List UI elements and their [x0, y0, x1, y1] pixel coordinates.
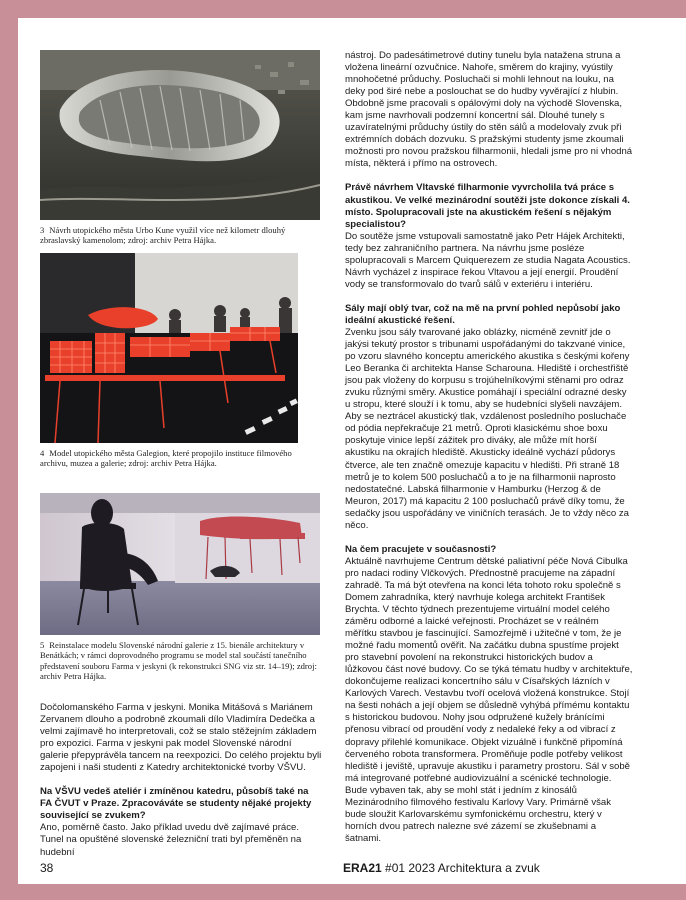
reinstallation-image: [40, 493, 320, 635]
right-column: [345, 50, 633, 845]
figure-3-caption-text: Návrh utopického města Urbo Kune využil více než kilometr dlouhý zbraslavský kamenolom; zdroj: archiv Petra Hájka.: [40, 225, 286, 246]
right-block-2-answer: Do soutěže jsme vstupovali samostatně jako Petr Hájek Architekti, tedy bez zahraničního partnera. Na návrhu jsme posléze spolupracovali s Marcem Quiquerezem ze studia Nagata Acoustics. Návrh vycházel z inspirace řekou Vltavou a její energií. Proudění vody se transformovalo do tvarů sálů v exteriéru i interiéru.: [345, 230, 631, 290]
magazine-issue: #01 2023 Architektura a zvuk: [385, 861, 540, 875]
red-model-image: [40, 253, 298, 443]
right-block-2-question: Právě návrhem Vltavské filharmonie vyvrcholila tvá práce s akustikou. Ve velké mezinárodní soutěži jste dokonce získali 4. místo. Spolupracovali jste na akustickém řešení s nějakým specialistou?: [345, 182, 630, 230]
left-answer: Ano, poměrně často. Jako příklad uvedu dvě zajímavé práce. Tunel na opuštěné slovenské železniční trati byl přeměněn na hudební: [40, 822, 302, 858]
right-block-4-answer: Aktuálně navrhujeme Centrum dětské paliativní péče Nová Cibulka pro nadaci rodiny Vlčkových. Přednostně pracujeme na západní zahradě. Ta má být otevřena na konci léta tohoto roku společně s Domem zahradníka, který navrhuje kolega architekt František Brychta. V těchto týdnech prezentujeme virtuální model celého záměru odborné a laické veřejnosti. Procházet se v reálném měřítku stavbou je fascinující. Samozřejmě i užitečné v tom, že je možné řadu momentů ověřit. Na začátku dubna spustíme projekt pro stavební povolení na rekonstrukci historických budov a lůžkovou část nové budovy. Co se týká tématu hudby v architektuře, dokončujeme realizaci koncertního sálu v Císařských lázních v Karlových Varech. Vestavbu tvoří ocelová vložená konstrukce. Stojí na šesti nohách a její objem se důsledně vyhýbá přímému kontaktu s historickou budovou. Nohy jsou odpružené kužely bránícími přenosu vibrací od proudění vody z nedaleké řeky a od vibrací z dopravy přilehlé komunikace. Objekt vizuálně i funkčně připomíná červeného robota transformera. Proměňuje podle potřeby velikost hlediště i jeviště, upravuje akustiku i parametry prostoru. Sál v sobě má integrované potřebné audiovizuální a scénické technologie. Bude vybaven tak, aby se mohl stát i jedním z kinosálů Mezinárodního filmového festivalu Karlovy Vary. Primárně však bude sloužit Karlovarskému symfonickému orchestru, který v horních dvou patrech nalezne své zázemí se zkušebnami a šatnami.: [345, 555, 633, 844]
quarry-aerial-image: [40, 50, 320, 220]
figure-5-caption-text: Reinstalace modelu Slovenské národní galerie z 15. bienále architektury v Benátkách; v rámci doprovodného programu se model stal součástí tanečního představení souboru Farma v jeskyni (k rekonstrukci SNG viz str. 14–19); zdroj: archiv Petra Hájka.: [40, 640, 317, 682]
figure-4-number: 4: [40, 448, 45, 458]
right-block-4-question: Na čem pracujete v současnosti?: [345, 543, 497, 555]
right-block-3-question: Sály mají oblý tvar, což na mě na první pohled nepůsobí jako ideální akustické řešení.: [345, 302, 621, 326]
figure-3-caption: [40, 225, 320, 246]
figure-4-caption-text: Model utopického města Galegion, které propojilo instituce filmového archivu, muzea a galerie; zdroj: archiv Petra Hájka.: [40, 448, 292, 469]
figure-4-photo: [40, 253, 298, 443]
magazine-page: [18, 18, 686, 884]
figure-3-photo: [40, 50, 320, 220]
left-paragraph: Dočolomanského Farma v jeskyni. Monika Mitášová s Mariánem Zervanem dlouho a podrobně zkoumali dílo Vladimíra Dedečka a velmi zajímavě ho interpretovali, což se stalo stěžejním základem pro expozici. Farma v jeskyni pak model Slovenské národní galerie přepyprávěla tancem na reexpozici. Do celého projektu byli zapojeni i naši studenti z Katedry architektonické tvorby VŠVU.: [40, 702, 322, 774]
figure-5-number: 5: [40, 640, 45, 650]
figure-5-caption: [40, 640, 325, 682]
magazine-footer: [343, 861, 540, 875]
right-block-1-answer: nástroj. Do padesátimetrové dutiny tunelu byla natažena struna a vložena lineární ozvučnice. Nahoře, směrem do krajiny, vyústily mnohočetné průduchy. Posluchači si mohli lehnout na louku, na deky pod širé nebe a poslouchat se do hudby vyvěrající z hlubin. Obdobně jsme pracovali s opálovými doly na východě Slovenska, kam jsme navrhovali podzemní koncertní sál. Dlouhé tunely s uzavíratelnými průduchy ústily do stěn sálů a modelovaly zvuk při extrémních dobách dozvuku. S pražskými studenty jsme zkoumali možnosti pro novou pražskou filharmonii, hledali jsme pro ni vhodná místa, některá i přímo na ostrovech.: [345, 50, 633, 170]
left-column: [40, 702, 322, 859]
page-number: 38: [40, 861, 54, 875]
magazine-name: ERA21: [343, 861, 382, 875]
right-block-3-answer: Zvenku jsou sály tvarované jako oblázky, nicméně zevnitř jde o jakýsi tekutý prostor s tribunami uspořádanými do takzvané vinice, po vzoru slavného konceptu amerického akustika s českými kořeny Leo Beranka či architekta Hanse Scharouna. Hlediště i orchestřiště jsou pak vloženy do korpusu s trojúhelníkovými stěnami pro odraz zvuku různými směry. Akustice pomáhají i speciální odrazné desky u stropu, které slouží i k tomu, aby se hudebníci slyšeli navzájem. Aby se neztrácel akustický tlak, vzdálenost posledního posluchače od pódia nepřekračuje 21 metrů. Oproti klasickému shoe boxu poskytuje vinice lepší zážitek pro diváky, ale může mít horší akustiku na okrajích hlediště. Akusticky ideálně vychází půdorys čtverce, ale ten značně omezuje kapacitu v hledišti. Při straně 18 metrů je to kolem 500 posluchačů a to je na filharmonii naprosto nedostatečné. Labská filharmonie v Hamburku (Herzog & de Meuron, 2017) má kapacitu 2 100 posluchačů právě díky tomu, že sedačky jsou uspořádány ve viničních terasách. Je to vždy něco za něco.: [345, 326, 630, 531]
figure-4-caption: [40, 448, 298, 469]
figure-5-photo: [40, 493, 320, 635]
figure-3-number: 3: [40, 225, 45, 235]
left-question: Na VŠVU vedeš ateliér i zmíněnou katedru, působíš také na FA ČVUT v Praze. Zpracováváte se studenty nějaké projekty související se zvukem?: [40, 786, 312, 822]
